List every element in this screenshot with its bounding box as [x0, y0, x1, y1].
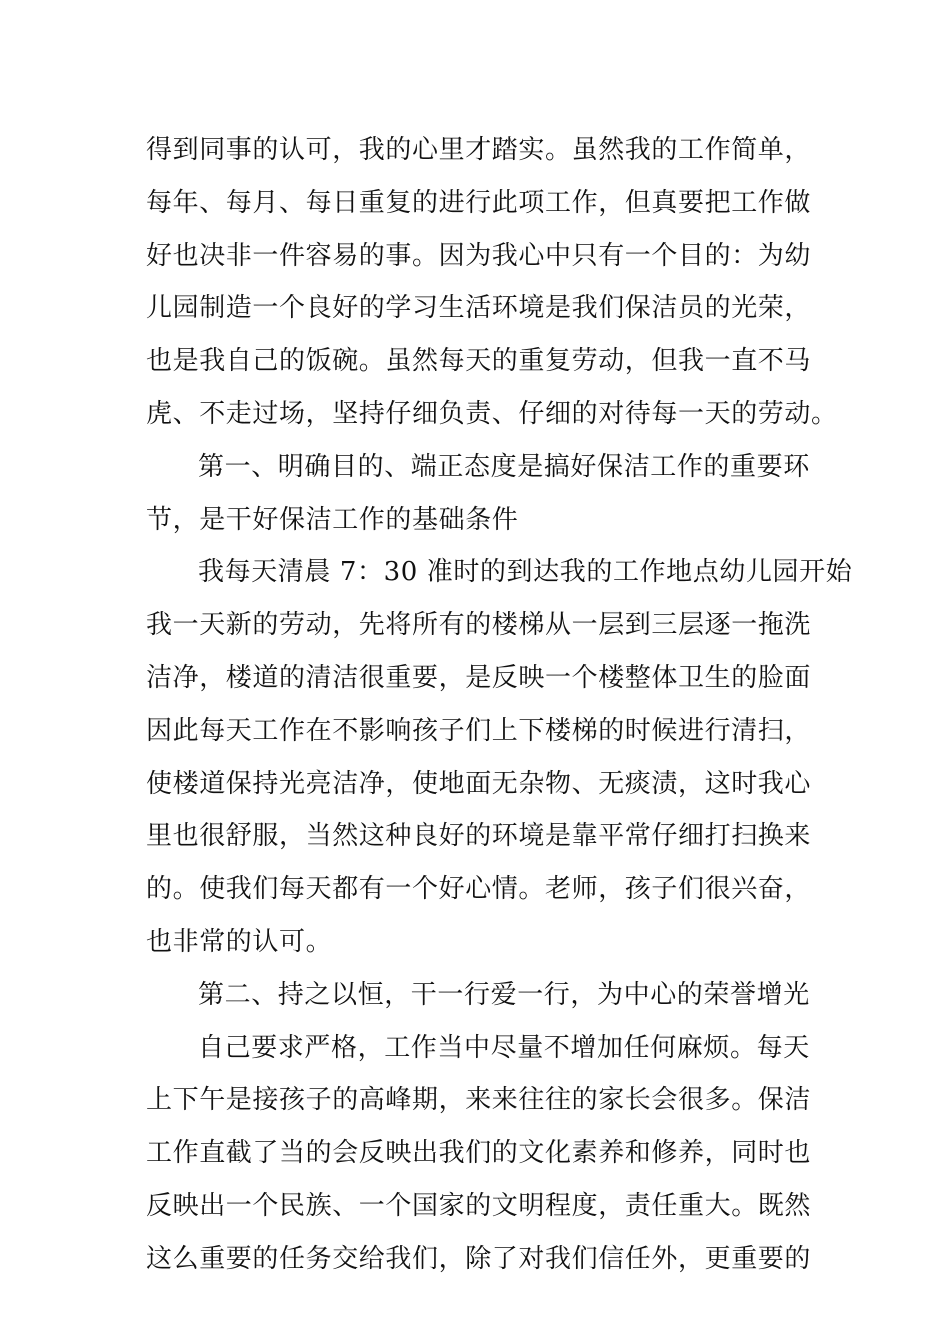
text-line: 儿园制造一个良好的学习生活环境是我们保洁员的光荣， — [146, 293, 812, 324]
text-line: 里也很舒服，当然这种良好的环境是靠平常仔细打扫换来 — [146, 821, 812, 852]
text-line: 每年、每月、每日重复的进行此项工作，但真要把工作做 — [146, 187, 812, 218]
text-line: 因此每天工作在不影响孩子们上下楼梯的时候进行清扫， — [146, 715, 812, 746]
text-line: 反映出一个民族、一个国家的文明程度，责任重大。既然 — [146, 1190, 812, 1221]
text-line: 我每天清晨 7：30 准时的到达我的工作地点幼儿园开始 — [198, 557, 853, 588]
section-heading-line: 节，是干好保洁工作的基础条件 — [146, 504, 519, 535]
section-heading-line: 第二、持之以恒，干一行爱一行，为中心的荣誉增光 — [198, 979, 810, 1010]
text-line: 的。使我们每天都有一个好心情。老师，孩子们很兴奋， — [146, 874, 812, 905]
body-text — [146, 124, 853, 1286]
text-line: 自己要求严格，工作当中尽量不增加任何麻烦。每天 — [198, 1032, 810, 1063]
text-line: 工作直截了当的会反映出我们的文化素养和修养，同时也 — [146, 1138, 812, 1169]
text-line: 也非常的认可。 — [146, 926, 333, 957]
text-line: 上下午是接孩子的高峰期，来来往往的家长会很多。保洁 — [146, 1085, 812, 1116]
text-line: 虎、不走过场，坚持仔细负责、仔细的对待每一天的劳动。 — [146, 398, 838, 429]
text-line: 这么重要的任务交给我们，除了对我们信任外，更重要的 — [146, 1243, 812, 1274]
text-line: 我一天新的劳动，先将所有的楼梯从一层到三层逐一拖洗 — [146, 610, 812, 641]
text-line: 得到同事的认可，我的心里才踏实。虽然我的工作简单， — [146, 135, 812, 165]
text-line: 好也决非一件容易的事。因为我心中只有一个目的：为幼 — [146, 240, 812, 271]
text-line: 也是我自己的饭碗。虽然每天的重复劳动，但我一直不马 — [146, 346, 812, 377]
text-line: 洁净，楼道的清洁很重要，是反映一个楼整体卫生的脸面 — [146, 662, 812, 693]
text-line: 使楼道保持光亮洁净，使地面无杂物、无痰渍，这时我心 — [146, 768, 812, 799]
section-heading-line: 第一、明确目的、端正态度是搞好保洁工作的重要环 — [198, 451, 810, 482]
